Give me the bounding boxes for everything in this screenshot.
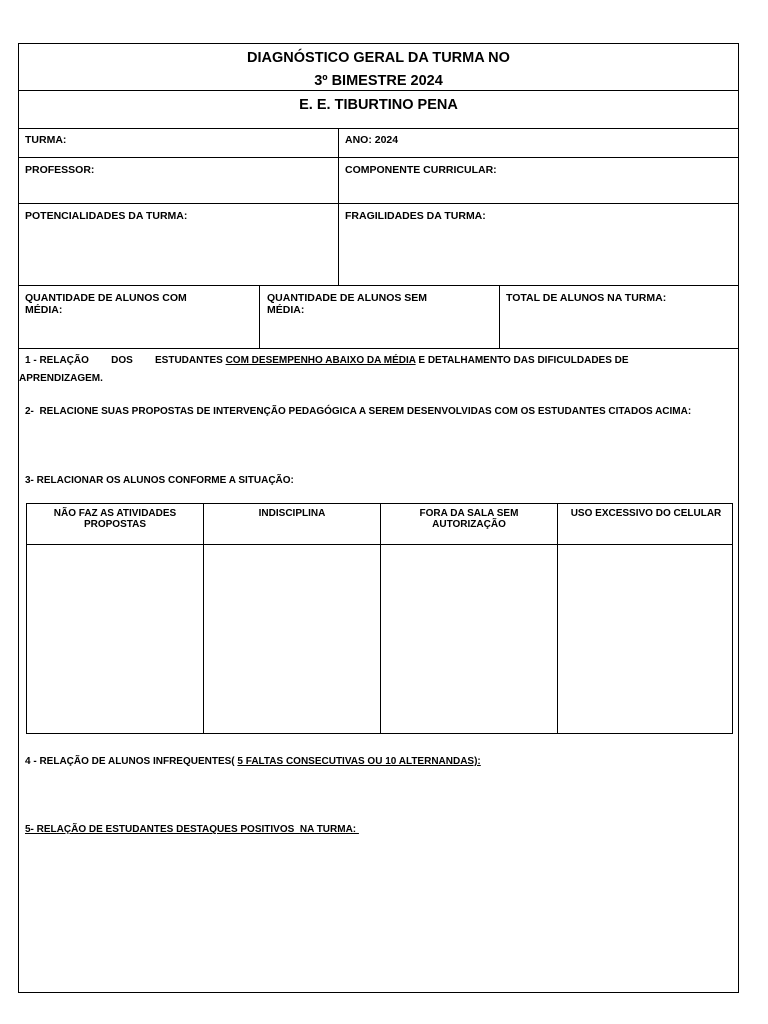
table-header-indisciplina: INDISCIPLINA — [258, 508, 326, 519]
table-cell-nao-faz[interactable] — [27, 545, 203, 733]
table-header-celular: USO EXCESSIVO DO CELULAR — [570, 508, 722, 519]
divider — [259, 285, 260, 348]
school-name: E. E. TIBURTINO PENA — [299, 97, 458, 113]
total-alunos-field[interactable]: TOTAL DE ALUNOS NA TURMA: — [506, 292, 667, 304]
section-5-heading: 5- RELAÇÃO DE ESTUDANTES DESTAQUES POSITIVOS NA TURMA: — [25, 824, 359, 835]
potencialidades-field[interactable]: POTENCIALIDADES DA TURMA: — [25, 210, 188, 222]
situation-table — [26, 503, 733, 734]
form-frame — [18, 43, 739, 993]
section-2-heading: 2- RELACIONE SUAS PROPOSTAS DE INTERVENÇÃO PEDAGÓGICA A SEREM DESENVOLVIDAS COM OS ESTUDANTES CITADOS ACIMA: — [25, 406, 692, 417]
divider — [19, 348, 738, 349]
form-title-line1: DIAGNÓSTICO GERAL DA TURMA NO — [247, 50, 510, 66]
ano-field[interactable]: ANO: 2024 — [345, 134, 399, 146]
section-4-prefix: 4 - RELAÇÃO DE ALUNOS INFREQUENTES( — [25, 756, 238, 767]
table-header-nao-faz: NÃO FAZ AS ATIVIDADES PROPOSTAS — [53, 508, 177, 530]
section-4-underlined: 5 FALTAS CONSECUTIVAS OU 10 ALTERNANDAS): — [237, 756, 481, 767]
turma-field[interactable]: TURMA: — [25, 134, 67, 146]
divider — [19, 285, 738, 286]
section-1-line2: APRENDIZAGEM. — [19, 373, 103, 384]
table-cell-fora-da-sala[interactable] — [381, 545, 557, 733]
divider — [19, 203, 738, 204]
divider — [338, 157, 339, 203]
divider — [338, 203, 339, 285]
section-1-heading — [25, 351, 725, 370]
section-1-suffix: E DETALHAMENTO DAS DIFICULDADES DE — [415, 355, 629, 366]
fragilidades-field[interactable]: FRAGILIDADES DA TURMA: — [345, 210, 486, 222]
qtd-sem-media-field[interactable]: QUANTIDADE DE ALUNOS SEM MÉDIA: — [267, 292, 428, 316]
section-1-underlined: COM DESEMPENHO ABAIXO DA MÉDIA — [225, 355, 416, 366]
section-4-heading — [25, 752, 481, 771]
table-header-fora-da-sala: FORA DA SALA SEM AUTORIZAÇÃO — [419, 508, 519, 530]
divider — [338, 128, 339, 157]
table-cell-indisciplina[interactable] — [204, 545, 380, 733]
professor-field[interactable]: PROFESSOR: — [25, 164, 95, 176]
componente-field[interactable]: COMPONENTE CURRICULAR: — [345, 164, 497, 176]
qtd-com-media-field[interactable]: QUANTIDADE DE ALUNOS COM MÉDIA: — [25, 292, 187, 316]
divider — [19, 90, 738, 91]
divider — [19, 128, 738, 129]
section-1-prefix: 1 - RELAÇÃO DOS ESTUDANTES — [25, 355, 226, 366]
table-cell-celular[interactable] — [558, 545, 732, 733]
section-3-heading: 3- RELACIONAR OS ALUNOS CONFORME A SITUAÇÃO: — [25, 475, 294, 486]
form-title-line2: 3º BIMESTRE 2024 — [314, 73, 443, 89]
divider — [499, 285, 500, 348]
divider — [19, 157, 738, 158]
